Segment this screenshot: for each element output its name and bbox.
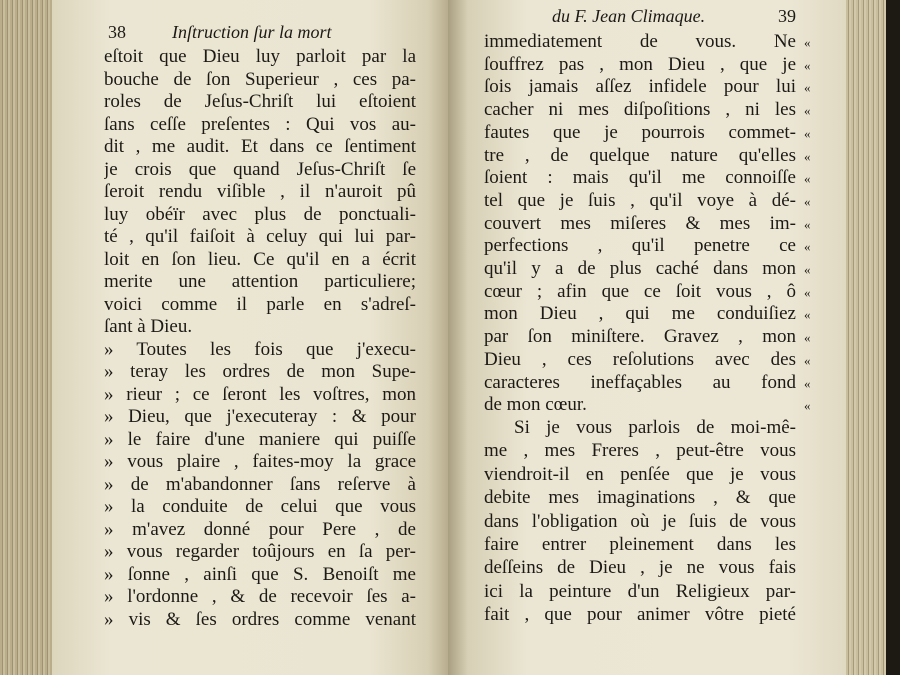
text-line: ſans ceſſe preſentes : Qui vos au- — [104, 113, 416, 135]
text-line: fait , que pour animer vôtre pieté — [484, 604, 796, 626]
quote-mark: « — [804, 262, 811, 277]
quote-mark: « — [804, 307, 811, 323]
quote-mark: « — [804, 352, 811, 368]
text-line: » m'avez donné pour Pere , de — [104, 518, 416, 540]
book-page-edges-right — [846, 0, 886, 675]
quote-mark: « — [804, 284, 811, 300]
text-line: deſſeins de Dieu , je ne vous fais — [484, 557, 796, 579]
quote-mark: « — [804, 148, 811, 164]
text-line: par ſon miniſtere. Gravez , mon — [484, 326, 796, 348]
quote-mark: « — [804, 216, 811, 232]
text-line: » teray les ordres de mon Supe- — [104, 361, 416, 382]
text-line: » vous regarder toûjours en ſa per- — [104, 541, 416, 562]
text-line: té , qu'il faiſoit à celuy qui lui par- — [104, 226, 416, 247]
text-line: bouche de ſon Superieur , ces pa- — [104, 68, 416, 90]
text-line: roles de Jeſus-Chriſt lui eſtoient — [104, 91, 416, 112]
quote-mark: « — [804, 80, 811, 96]
text-line: » rieur ; ce ſeront les voſtres, mon — [104, 383, 416, 405]
text-line: perfections , qu'il penetre ce — [484, 235, 796, 257]
background — [886, 0, 900, 675]
text-line: ſoient : mais qu'il me connoiſſe — [484, 167, 796, 189]
text-line: qu'il y a de plus caché dans mon — [484, 258, 796, 279]
text-line: merite une attention particuliere; — [104, 271, 416, 292]
text-line: debite mes imaginations , & que — [484, 487, 796, 509]
text-line: je crois que quand Jeſus-Chriſt ſe — [104, 158, 416, 180]
text-line: ici la peinture d'un Religieux par- — [484, 580, 796, 602]
page-number-right: 39 — [778, 6, 796, 26]
text-line: faire entrer pleinement dans les — [484, 534, 796, 555]
quote-mark: « — [804, 125, 811, 141]
left-page — [52, 0, 448, 675]
text-line: » l'ordonne , & de recevoir ſes a- — [104, 586, 416, 607]
quote-mark: « — [804, 193, 811, 209]
running-head-left: Inſtruction ſur la mort — [172, 22, 332, 42]
text-line: caracteres ineffaçables au fond — [484, 371, 796, 393]
book-page-edges-left — [0, 0, 52, 675]
text-line: ſeroit rendu viſible , il n'auroit pû — [104, 181, 416, 202]
text-line: fautes que je pourrois commet- — [484, 121, 796, 143]
text-line: tel que je ſuis , qu'il voye à dé- — [484, 189, 796, 211]
quote-mark: « — [804, 35, 811, 50]
quote-mark: « — [804, 375, 811, 391]
text-line: Si je vous parlois de moi-mê- — [514, 417, 796, 438]
text-line: » Dieu, que j'executeray : & pour — [104, 406, 416, 427]
text-line: viendroit-il en penſée que je vous — [484, 463, 796, 485]
text-line: de mon cœur. — [484, 394, 587, 416]
text-line: mon Dieu , qui me conduiſiez — [484, 303, 796, 325]
right-page — [448, 0, 846, 675]
text-line: loit en ſon lieu. Ce qu'il en a écrit — [104, 248, 416, 270]
text-line: » vous plaire , faites-moy la grace — [104, 451, 416, 472]
text-line: » le faire d'une maniere qui puiſſe — [104, 428, 416, 450]
running-head-right: du F. Jean Climaque. — [552, 6, 706, 26]
quote-mark: « — [804, 103, 811, 119]
quote-mark: « — [804, 239, 811, 255]
text-line: eſtoit que Dieu luy parloit par la — [104, 46, 416, 67]
text-line: dit , me audit. Et dans ce ſentiment — [104, 136, 416, 157]
text-line: luy obéïr avec plus de ponctuali- — [104, 203, 416, 225]
text-line: voici comme il parle en s'adreſ- — [104, 293, 416, 315]
quote-mark: « — [804, 330, 811, 346]
text-line: tre , de quelque nature qu'elles — [484, 144, 796, 166]
text-line: ſant à Dieu. — [104, 316, 193, 337]
text-line: Dieu , ces reſolutions avec des — [484, 348, 796, 370]
text-line: dans l'obligation où je ſuis de vous — [484, 510, 796, 532]
text-line: » de m'abandonner ſans reſerve à — [104, 473, 416, 495]
text-line: cacher ni mes diſpoſitions , ni les — [484, 99, 796, 121]
text-line: ſois jamais aſſez infidele pour lui — [484, 76, 796, 98]
text-line: » Toutes les fois que j'execu- — [104, 338, 416, 360]
text-line: couvert mes miſeres & mes im- — [484, 212, 796, 234]
text-line: » ſonne , ainſi que S. Benoiſt me — [104, 563, 416, 585]
text-line: » la conduite de celui que vous — [104, 496, 416, 517]
quote-mark: « — [804, 57, 811, 73]
page-number-left: 38 — [108, 22, 126, 42]
text-line: me , mes Freres , peut-être vous — [484, 440, 796, 462]
text-line: immediatement de vous. Ne — [484, 31, 796, 52]
quote-mark: « — [804, 398, 811, 414]
text-line: ſouffrez pas , mon Dieu , que je — [484, 53, 796, 75]
text-line: cœur ; afin que ce ſoit vous , ô — [484, 280, 796, 302]
text-line: » vis & ſes ordres comme venant — [104, 608, 416, 630]
quote-mark: « — [804, 171, 811, 187]
